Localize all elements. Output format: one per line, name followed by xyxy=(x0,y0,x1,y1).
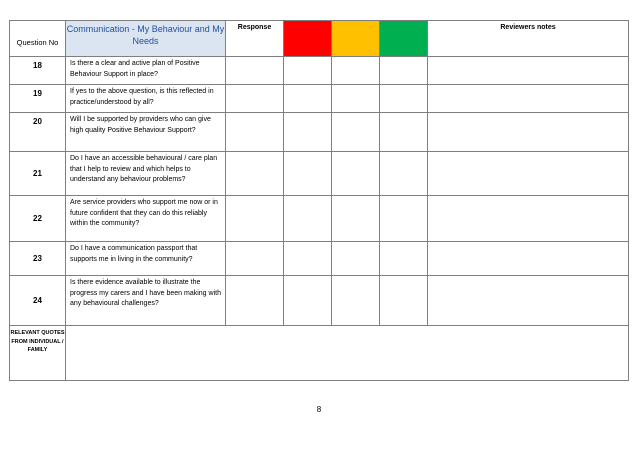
relevant-quotes-cell[interactable] xyxy=(66,326,629,381)
response-cell[interactable] xyxy=(226,152,284,196)
amber-cell[interactable] xyxy=(332,57,380,85)
response-cell[interactable] xyxy=(226,242,284,276)
quotes-row xyxy=(10,326,629,381)
question-text: Are service providers who support me now or in future confident that they can do this reliably within the community? xyxy=(66,196,226,242)
question-text: If yes to the above question, is this reflected in practice/understood by all? xyxy=(66,85,226,113)
green-cell[interactable] xyxy=(380,242,428,276)
green-cell[interactable] xyxy=(380,196,428,242)
question-number: 21 xyxy=(10,152,66,196)
green-cell[interactable] xyxy=(380,113,428,152)
notes-cell[interactable] xyxy=(428,276,629,326)
question-text: Do I have an accessible behavioural / care plan that I help to review and which helps to understand any behaviour problems? xyxy=(66,152,226,196)
question-number: 18 xyxy=(10,57,66,85)
notes-cell[interactable] xyxy=(428,113,629,152)
amber-cell[interactable] xyxy=(332,152,380,196)
question-number: 20 xyxy=(10,113,66,152)
response-header: Response xyxy=(226,21,284,57)
amber-cell[interactable] xyxy=(332,85,380,113)
question-text: Is there a clear and active plan of Positive Behaviour Support in place? xyxy=(66,57,226,85)
green-cell[interactable] xyxy=(380,85,428,113)
question-no-header: Question No xyxy=(10,21,66,57)
response-cell[interactable] xyxy=(226,85,284,113)
red-cell[interactable] xyxy=(284,242,332,276)
amber-cell[interactable] xyxy=(332,276,380,326)
notes-cell[interactable] xyxy=(428,152,629,196)
response-cell[interactable] xyxy=(226,276,284,326)
green-rating-header xyxy=(380,21,428,57)
table-row xyxy=(10,276,629,326)
table-row xyxy=(10,57,629,85)
question-number: 19 xyxy=(10,85,66,113)
section-title: Communication - My Behaviour and My Needs xyxy=(66,21,226,57)
amber-rating-header xyxy=(332,21,380,57)
amber-cell[interactable] xyxy=(332,113,380,152)
green-cell[interactable] xyxy=(380,276,428,326)
response-cell[interactable] xyxy=(226,113,284,152)
relevant-quotes-label: RELEVANT QUOTES FROM INDIVIDUAL / FAMILY xyxy=(10,326,66,381)
notes-cell[interactable] xyxy=(428,196,629,242)
amber-cell[interactable] xyxy=(332,242,380,276)
notes-cell[interactable] xyxy=(428,85,629,113)
question-number: 23 xyxy=(10,242,66,276)
red-cell[interactable] xyxy=(284,276,332,326)
table-row xyxy=(10,85,629,113)
red-cell[interactable] xyxy=(284,113,332,152)
amber-cell[interactable] xyxy=(332,196,380,242)
reviewers-notes-header: Reviewers notes xyxy=(428,21,629,57)
red-cell[interactable] xyxy=(284,196,332,242)
table-row xyxy=(10,152,629,196)
question-text: Do I have a communication passport that supports me in living in the community? xyxy=(66,242,226,276)
table-row xyxy=(10,196,629,242)
review-table xyxy=(9,20,629,381)
question-text: Will I be supported by providers who can give high quality Positive Behaviour Support? xyxy=(66,113,226,152)
notes-cell[interactable] xyxy=(428,242,629,276)
table-row xyxy=(10,242,629,276)
question-text: Is there evidence available to illustrate the progress my carers and I have been making with any behavioural challenges? xyxy=(66,276,226,326)
question-number: 24 xyxy=(10,276,66,326)
notes-cell[interactable] xyxy=(428,57,629,85)
red-cell[interactable] xyxy=(284,152,332,196)
green-cell[interactable] xyxy=(380,152,428,196)
green-cell[interactable] xyxy=(380,57,428,85)
red-cell[interactable] xyxy=(284,85,332,113)
response-cell[interactable] xyxy=(226,196,284,242)
question-number: 22 xyxy=(10,196,66,242)
header-row xyxy=(10,21,629,57)
response-cell[interactable] xyxy=(226,57,284,85)
red-cell[interactable] xyxy=(284,57,332,85)
page-number: 8 xyxy=(316,405,322,414)
table-row xyxy=(10,113,629,152)
red-rating-header xyxy=(284,21,332,57)
